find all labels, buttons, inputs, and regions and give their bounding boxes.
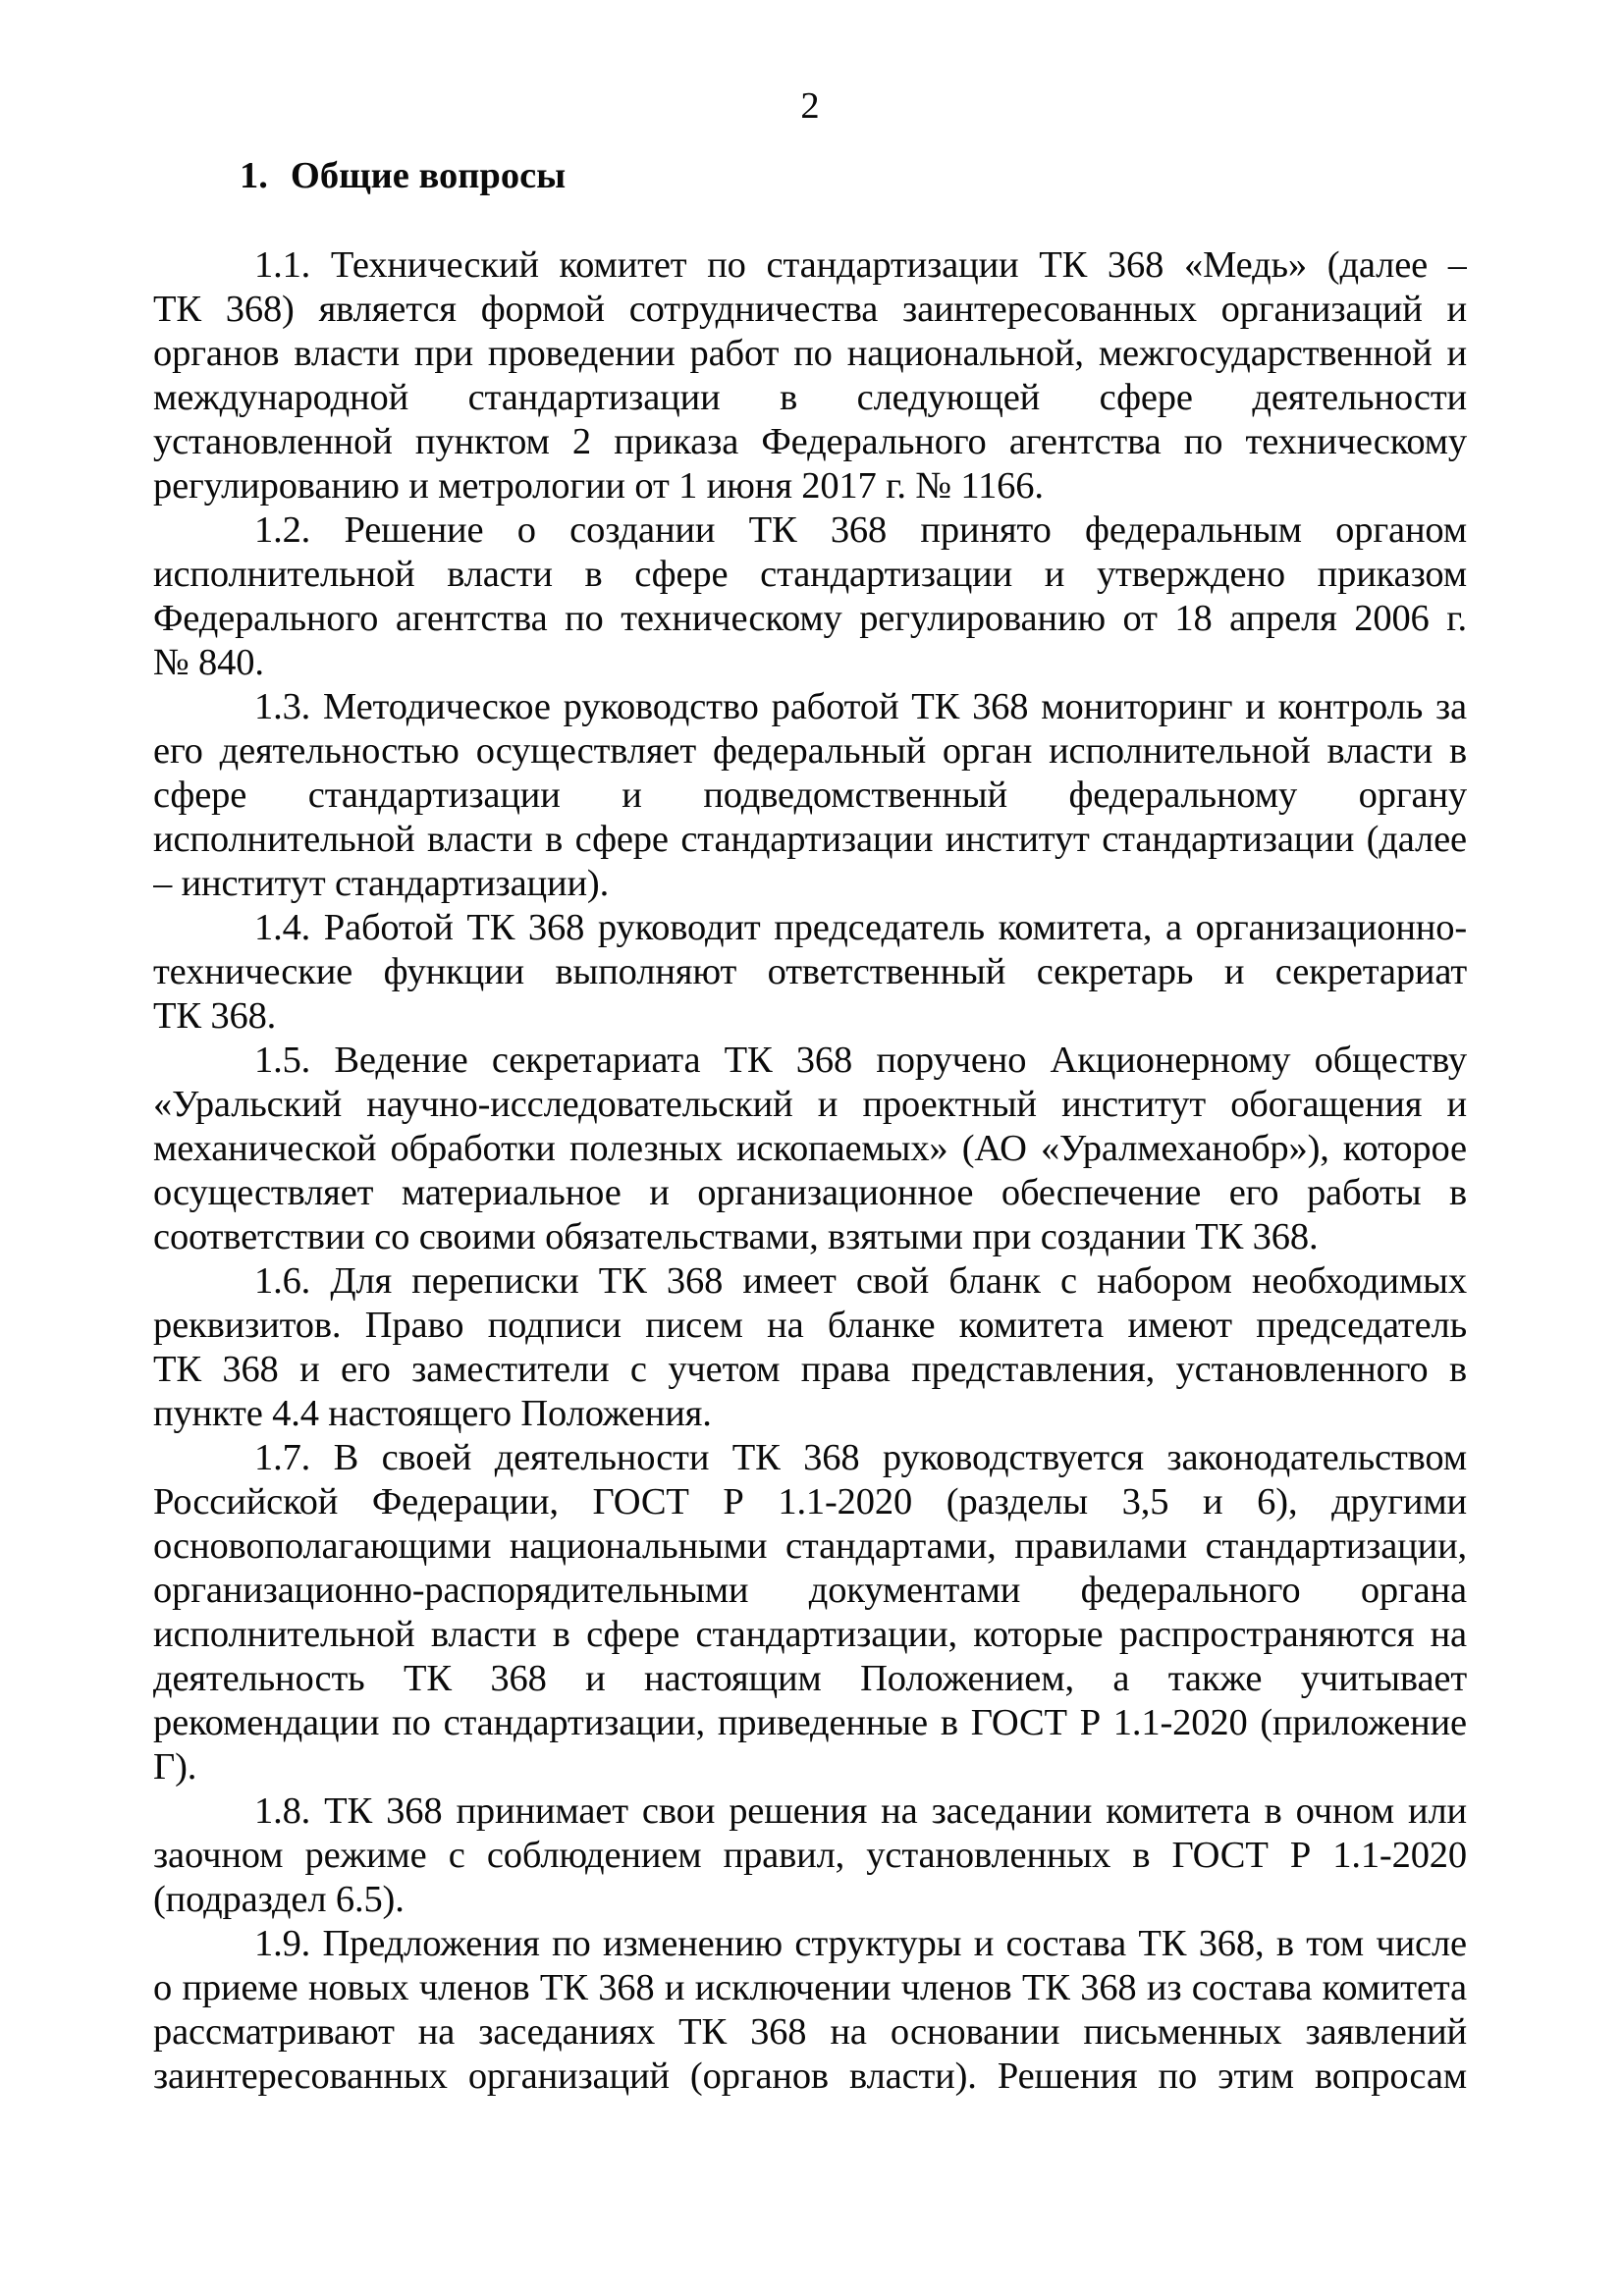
paragraph [153, 1259, 1467, 1436]
paragraph [153, 685, 1467, 906]
paragraph [153, 906, 1467, 1039]
paragraph-line: Г). [153, 1746, 197, 1788]
paragraph-line: деятельность ТК 368 и настоящим Положением, а также учитывает [153, 1658, 1467, 1699]
paragraph [153, 508, 1467, 685]
paragraph-line: 1.9. Предложения по изменению структуры и состава ТК 368, в том числе [254, 1923, 1467, 1964]
paragraph [153, 1039, 1467, 1259]
paragraph-line: соответствии со своими обязательствами, взятыми при создании ТК 368. [153, 1216, 1319, 1257]
paragraph-line: организационно-распорядительными документами федерального органа [153, 1570, 1467, 1611]
paragraph-line: исполнительной власти в сфере стандартизации и утверждено приказом [153, 554, 1467, 595]
paragraph-line: технические функции выполняют ответственный секретарь и секретариат [153, 951, 1467, 992]
paragraph-line: сфере стандартизации и подведомственный федеральному органу [153, 774, 1467, 816]
paragraph-line: рассматривают на заседаниях ТК 368 на основании письменных заявлений [153, 2011, 1467, 2053]
paragraph-line: заочном режиме с соблюдением правил, установленных в ГОСТ Р 1.1-2020 [153, 1835, 1467, 1876]
paragraph-line: Федерального агентства по техническому регулированию от 18 апреля 2006 г. [153, 598, 1467, 639]
paragraph-line: его деятельностью осуществляет федеральный орган исполнительной власти в [153, 730, 1467, 772]
section-heading-title: Общие вопросы [290, 155, 567, 196]
paragraph-line: ТК 368 и его заместители с учетом права представления, установленного в [153, 1349, 1467, 1390]
paragraph-line: 1.4. Работой ТК 368 руководит председатель комитета, а организационно- [254, 907, 1467, 948]
paragraph-line: установленной пунктом 2 приказа Федерального агентства по техническому [153, 421, 1467, 462]
page-number: 2 [800, 85, 820, 127]
paragraph-line: – институт стандартизации). [153, 863, 610, 904]
paragraph-line: исполнительной власти в сфере стандартизации институт стандартизации (далее [153, 819, 1467, 860]
paragraph-line: реквизитов. Право подписи писем на бланке комитета имеют председатель [153, 1305, 1467, 1346]
paragraph-line: заинтересованных организаций (органов власти). Решения по этим вопросам [153, 2056, 1467, 2097]
paragraph-line: 1.7. В своей деятельности ТК 368 руководствуется законодательством [254, 1437, 1467, 1478]
paragraph-line: ТК 368. [153, 995, 277, 1037]
paragraph [153, 1789, 1467, 1922]
paragraph-line: 1.5. Ведение секретариата ТК 368 поручено Акционерному обществу [254, 1040, 1467, 1081]
paragraph-line: «Уральский научно-исследовательский и проектный институт обогащения и [153, 1084, 1467, 1125]
paragraph-line: о приеме новых членов ТК 368 и исключении членов ТК 368 из состава комитета [153, 1967, 1467, 2008]
paragraph-line: регулированию и метрологии от 1 июня 2017 г. № 1166. [153, 465, 1044, 507]
paragraph [153, 1922, 1467, 2099]
paragraph [153, 1436, 1467, 1789]
paragraph-line: 1.1. Технический комитет по стандартизации ТК 368 «Медь» (далее – [254, 244, 1467, 286]
paragraph-line: осуществляет материальное и организационное обеспечение его работы в [153, 1172, 1467, 1213]
paragraph-line: рекомендации по стандартизации, приведенные в ГОСТ Р 1.1-2020 (приложение [153, 1702, 1467, 1743]
paragraph-line: органов власти при проведении работ по национальной, межгосударственной и [153, 333, 1467, 374]
paragraph-line: механической обработки полезных ископаемых» (АО «Уралмеханобр»), которое [153, 1128, 1467, 1169]
section-heading-number: 1. [240, 155, 268, 196]
paragraph-line: пункте 4.4 настоящего Положения. [153, 1393, 712, 1434]
document-body [153, 243, 1467, 2099]
paragraph-line: основополагающими национальными стандартами, правилами стандартизации, [153, 1525, 1467, 1567]
paragraph-line: Российской Федерации, ГОСТ Р 1.1-2020 (разделы 3,5 и 6), другими [153, 1481, 1467, 1522]
paragraph-line: исполнительной власти в сфере стандартизации, которые распространяются на [153, 1614, 1467, 1655]
paragraph-line: международной стандартизации в следующей сфере деятельности [153, 377, 1467, 418]
paragraph-line: 1.8. ТК 368 принимает свои решения на заседании комитета в очном или [254, 1790, 1467, 1832]
paragraph-line: 1.2. Решение о создании ТК 368 принято федеральным органом [254, 509, 1467, 551]
text-column [153, 84, 1467, 2099]
paragraph-line: 1.3. Методическое руководство работой ТК 368 мониторинг и контроль за [254, 686, 1467, 727]
paragraph-line: 1.6. Для переписки ТК 368 имеет свой бланк с набором необходимых [254, 1260, 1467, 1302]
section-heading [153, 154, 1467, 198]
paragraph-line: (подраздел 6.5). [153, 1879, 405, 1920]
paragraph-line: ТК 368) является формой сотрудничества заинтересованных организаций и [153, 289, 1467, 330]
paragraph-line: № 840. [153, 642, 264, 683]
paragraph [153, 243, 1467, 508]
